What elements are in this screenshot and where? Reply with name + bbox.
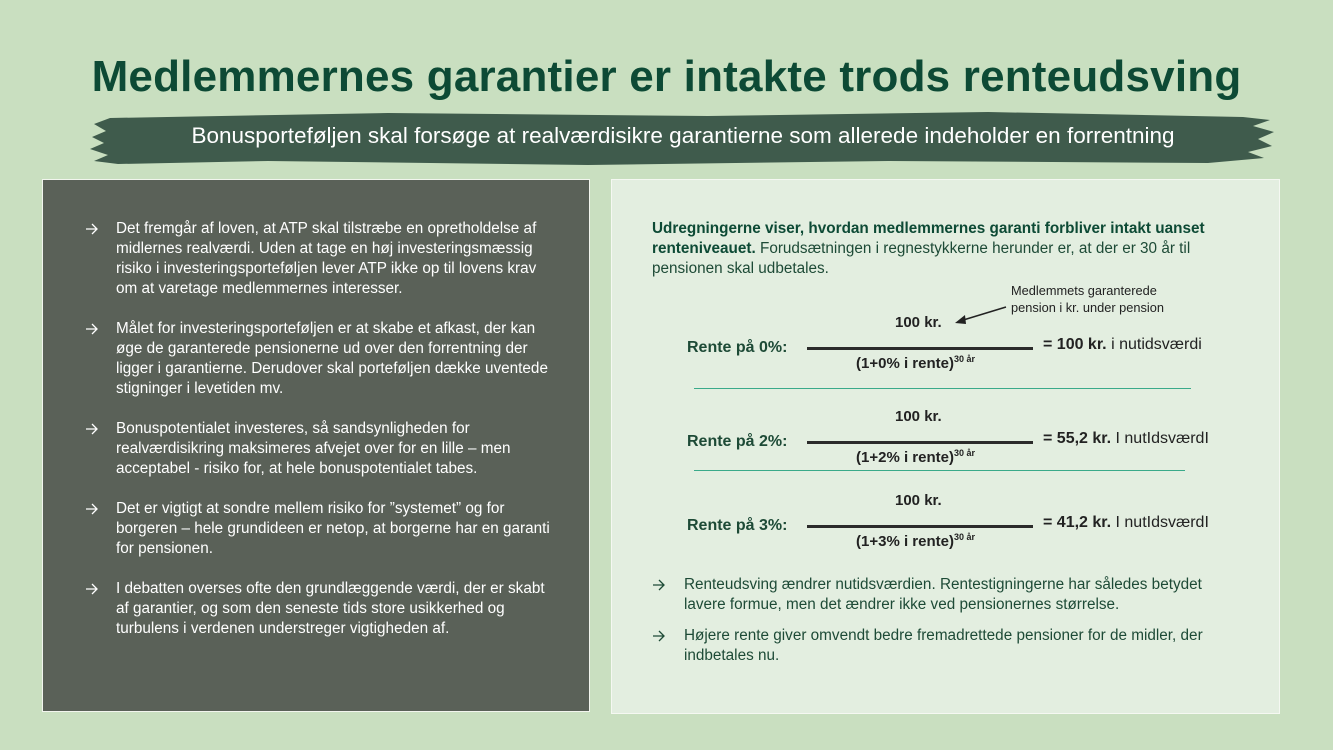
list-item bbox=[652, 626, 1212, 666]
arrow-right-icon bbox=[85, 419, 99, 445]
formula-rate-0 bbox=[612, 314, 1281, 374]
formula-label: Rente på 2%: bbox=[687, 433, 788, 450]
bullet-text: Det er vigtigt at sondre mellem risiko for ”systemet” og for borgeren – hele grundideen er netop, at borgerne har en garanti for pensionen. bbox=[116, 500, 550, 557]
exponent-text: 30 år bbox=[953, 532, 975, 542]
formula-denominator bbox=[856, 532, 975, 550]
formula-numerator: 100 kr. bbox=[895, 314, 942, 331]
fraction-line bbox=[807, 347, 1033, 350]
fraction-line bbox=[807, 441, 1033, 444]
intro-paragraph bbox=[652, 219, 1222, 279]
formula-rate-2 bbox=[612, 408, 1281, 468]
formula-result bbox=[1043, 430, 1209, 448]
formula-numerator: 100 kr. bbox=[895, 408, 942, 425]
bullet-text: Målet for investeringsporteføljen er at skabe et afkast, der kan øge de garanterede pensionerne ud over den forrentning der ligger i garantierne. Derudover skal porteføljen dække uventede stigninger i levetiden mv. bbox=[116, 320, 548, 397]
list-item bbox=[85, 319, 555, 399]
bullet-text: Det fremgår af loven, at ATP skal tilstræbe en opretholdelse af midlernes realværdi. Uden at tage en høj investeringsmæssig risiko i investeringsporteføljen lever ATP ikke op til lovens krav om at varetage medlemmernes interesser. bbox=[116, 220, 537, 297]
fraction-line bbox=[807, 525, 1033, 528]
formula-result bbox=[1043, 336, 1202, 354]
denominator-text: (1+2% i rente) bbox=[856, 449, 954, 466]
formula-label: Rente på 3%: bbox=[687, 517, 788, 534]
denominator-text: (1+0% i rente) bbox=[856, 355, 954, 372]
formula-label: Rente på 0%: bbox=[687, 339, 788, 356]
separator-line bbox=[694, 388, 1191, 389]
left-info-panel bbox=[42, 179, 590, 712]
list-item bbox=[85, 419, 555, 479]
list-item bbox=[85, 579, 555, 639]
arrow-right-icon bbox=[85, 219, 99, 245]
intro-bold-text: Udregningerne viser, hvordan medlemmernes garanti forbliver intakt uanset renteniveauet. bbox=[652, 220, 1205, 257]
left-bullet-list bbox=[85, 219, 555, 659]
annotation-line-1: Medlemmets garanterede bbox=[1011, 283, 1157, 298]
page-title: Medlemmernes garantier er intakte trods renteudsving bbox=[91, 52, 1242, 101]
exponent-text: 30 år bbox=[953, 448, 975, 458]
bullet-text: I debatten overses ofte den grundlæggende værdi, der er skabt af garantier, og som den seneste tids store usikkerhed og turbulens i verdenen understreger vigtigheden af. bbox=[116, 580, 545, 637]
right-calculation-panel bbox=[611, 179, 1280, 714]
formula-numerator: 100 kr. bbox=[895, 492, 942, 509]
list-item bbox=[85, 219, 555, 299]
result-value: = 100 kr. bbox=[1043, 336, 1107, 353]
formula-denominator bbox=[856, 354, 975, 372]
result-value: = 55,2 kr. bbox=[1043, 430, 1112, 447]
result-value: = 41,2 kr. bbox=[1043, 514, 1112, 531]
exponent-text: 30 år bbox=[953, 354, 975, 364]
separator-line bbox=[694, 470, 1185, 471]
denominator-text: (1+3% i rente) bbox=[856, 533, 954, 550]
bullet-text: Bonuspotentialet investeres, så sandsynligheden for realværdisikring maksimeres afvejet over for en lille – men acceptabel - risiko for, at hele bonuspotentialet tabes. bbox=[116, 420, 511, 477]
bullet-text: Højere rente giver omvendt bedre fremadrettede pensioner for de midler, der indbetales nu. bbox=[684, 627, 1203, 664]
result-suffix: I nutIdsværdI bbox=[1111, 430, 1209, 447]
list-item bbox=[85, 499, 555, 559]
subtitle-text: Bonusporteføljen skal forsøge at realværdisikre garantierne som allerede indeholder en forrentning bbox=[191, 123, 1175, 148]
arrow-right-icon bbox=[652, 575, 666, 601]
result-suffix: i nutidsværdi bbox=[1106, 336, 1202, 353]
annotation-line-2: pension i kr. under pension bbox=[1011, 300, 1164, 315]
arrow-right-icon bbox=[85, 499, 99, 525]
formula-denominator bbox=[856, 448, 975, 466]
subtitle-banner bbox=[88, 109, 1278, 167]
formula-rate-3 bbox=[612, 492, 1281, 552]
arrow-right-icon bbox=[652, 626, 666, 652]
bullet-text: Renteudsving ændrer nutidsværdien. Rentestigningerne har således betydet lavere formue, men det ændrer ikke ved pensionernes størrelse. bbox=[684, 576, 1202, 613]
right-bullet-list bbox=[652, 575, 1212, 677]
annotation-note bbox=[1011, 282, 1164, 316]
intro-rest-text: Forudsætningen i regnestykkerne herunder er, at der er 30 år til pensionen skal udbetales. bbox=[652, 240, 1191, 277]
list-item bbox=[652, 575, 1212, 615]
result-suffix: I nutIdsværdI bbox=[1111, 514, 1209, 531]
arrow-right-icon bbox=[85, 579, 99, 605]
formula-result bbox=[1043, 514, 1209, 532]
arrow-right-icon bbox=[85, 319, 99, 345]
